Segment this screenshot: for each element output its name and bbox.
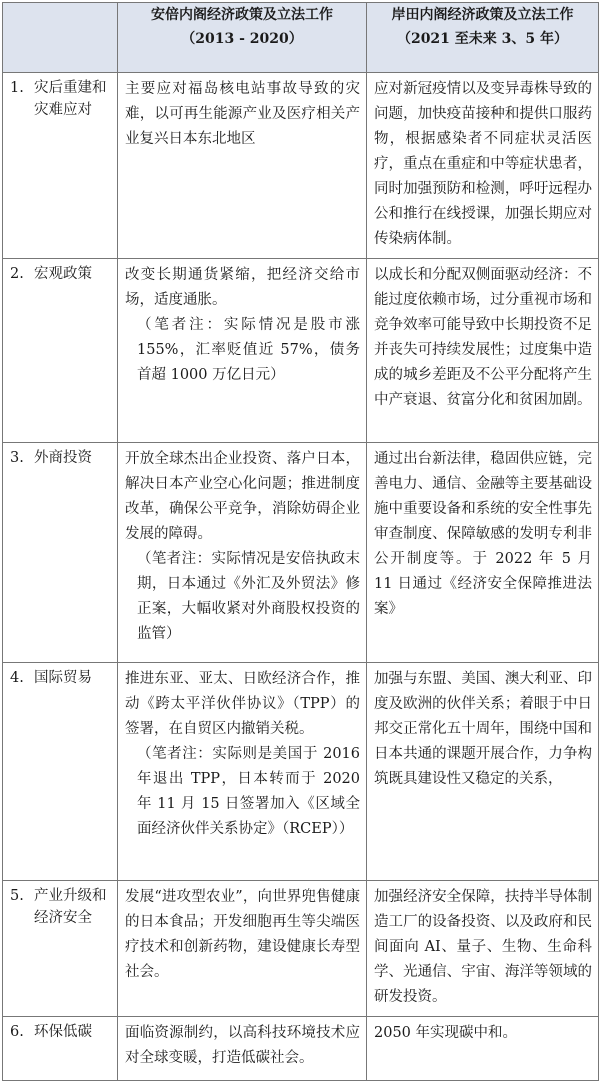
- header-kishida-period: （2021 至未来 3、5 年）: [396, 31, 569, 47]
- table-header-row: [3, 3, 599, 73]
- row-number: 3.: [10, 450, 24, 466]
- row-label-cell: [3, 443, 118, 663]
- row-number: 5.: [10, 888, 24, 904]
- abe-policy-text: 发展“进攻型农业”，向世界兜售健康的日本食品；开发细胞再生等尖端医疗技术和创新药物，建设健康长寿型社会。: [125, 889, 360, 980]
- abe-policy-text: 推进东亚、亚太、日欧经济合作，推动《跨太平洋伙伴协议》（TPP）的签署，在自贸区内撤销关税。: [125, 671, 360, 737]
- table-row: [3, 663, 599, 881]
- row-number: 4.: [10, 670, 24, 686]
- kishida-policy-text: 以成长和分配双侧面驱动经济：不能过度依赖市场，过分重视市场和竞争效率可能导致中长期投资不足并丧失可持续发展性；过度集中造成的城乡差距及不公平分配将产生中产衰退、贫富分化和贫困加剧。: [374, 267, 592, 408]
- header-abe-period: （2013 - 2020）: [181, 31, 303, 47]
- row-number: 1.: [10, 80, 24, 96]
- abe-policy-cell: [118, 1017, 367, 1081]
- row-label: 灾后重建和: [34, 80, 107, 96]
- kishida-policy-text: 应对新冠疫情以及变异毒株导致的问题，加快疫苗接种和提供口服药物，根据感染者不同症状灵活医疗，重点在重症和中等症状患者，同时加强预防和检测，呼吁远程办公和推行在线授课，加强长期应对传染病体制。: [374, 81, 592, 247]
- header-kishida: [367, 3, 599, 73]
- header-kishida-title: 岸田内阁经济政策及立法工作: [391, 7, 574, 23]
- table-row: [3, 881, 599, 1017]
- abe-policy-text: 面临资源制约，以高科技环境技术应对全球变暖，打造低碳社会。: [125, 1025, 360, 1066]
- abe-policy-cell: [118, 663, 367, 881]
- table-row: [3, 259, 599, 443]
- row-label-cell: [3, 259, 118, 443]
- policy-comparison-table: [2, 2, 599, 1081]
- row-number: 2.: [10, 266, 24, 282]
- row-label: 国际贸易: [34, 670, 92, 686]
- row-label-2: 经济安全: [34, 910, 92, 926]
- abe-author-note: （笔者注：实际情况是股市涨155%，汇率贬值近 57%，债务首超 1000 万亿日元）: [137, 317, 360, 383]
- abe-policy-text: 主要应对福岛核电站事故导致的灾难，以可再生能源产业及医疗相关产业复兴日本东北地区: [125, 81, 360, 147]
- row-label-2: 灾难应对: [34, 102, 92, 118]
- abe-policy-text: 改变长期通货紧缩，把经济交给市场，适度通胀。: [125, 267, 360, 308]
- abe-policy-text: 开放全球杰出企业投资、落户日本，解决日本产业空心化问题；推进制度改革，确保公平竞争，消除妨碍企业发展的障碍。: [125, 451, 360, 542]
- table-row: [3, 1017, 599, 1081]
- kishida-policy-cell: [367, 881, 599, 1017]
- kishida-policy-text: 加强经济安全保障，扶持半导体制造工厂的设备投资、以及政府和民间面向 AI、量子、生物、生命科学、光通信、宇宙、海洋等领域的研发投资。: [374, 889, 592, 1005]
- row-label-cell: [3, 663, 118, 881]
- abe-policy-cell: [118, 443, 367, 663]
- kishida-policy-cell: [367, 73, 599, 259]
- header-abe-title: 安倍内阁经济政策及立法工作: [151, 7, 333, 23]
- kishida-policy-text: 加强与东盟、美国、澳大利亚、印度及欧洲的伙伴关系；着眼于中日邦交正常化五十周年，围绕中国和日本共通的课题开展合作，力争构筑既具建设性又稳定的关系，: [374, 671, 592, 787]
- table-row: [3, 73, 599, 259]
- kishida-policy-cell: [367, 663, 599, 881]
- abe-policy-cell: [118, 259, 367, 443]
- row-number: 6.: [10, 1024, 24, 1040]
- header-abe: [118, 3, 367, 73]
- row-label: 产业升级和: [34, 888, 107, 904]
- abe-author-note: （笔者注：实际情况是安倍执政末期，日本通过《外汇及外贸法》修正案，大幅收紧对外商股权投资的监管）: [137, 551, 360, 642]
- header-blank-cell: [3, 3, 118, 73]
- kishida-policy-text: 2050 年实现碳中和。: [374, 1025, 518, 1041]
- row-label-cell: [3, 881, 118, 1017]
- kishida-policy-cell: [367, 259, 599, 443]
- table-row: [3, 443, 599, 663]
- row-label: 宏观政策: [34, 266, 92, 282]
- row-label-cell: [3, 1017, 118, 1081]
- kishida-policy-text: 通过出台新法律，稳固供应链，完善电力、通信、金融等主要基础设施中重要设备和系统的安全性事先审查制度、保障敏感的发明专利非公开制度等。于 2022 年 5 月 11 日通过《经济安全保障推进法案》: [374, 451, 592, 617]
- row-label: 环保低碳: [34, 1024, 92, 1040]
- row-label: 外商投资: [34, 450, 92, 466]
- kishida-policy-cell: [367, 1017, 599, 1081]
- row-label-cell: [3, 73, 118, 259]
- abe-policy-cell: [118, 881, 367, 1017]
- kishida-policy-cell: [367, 443, 599, 663]
- abe-author-note: （笔者注：实际则是美国于 2016 年退出 TPP，日本转而于 2020 年 11 月 15 日签署加入《区域全面经济伙伴关系协定》（RCEP））: [137, 746, 360, 837]
- abe-policy-cell: [118, 73, 367, 259]
